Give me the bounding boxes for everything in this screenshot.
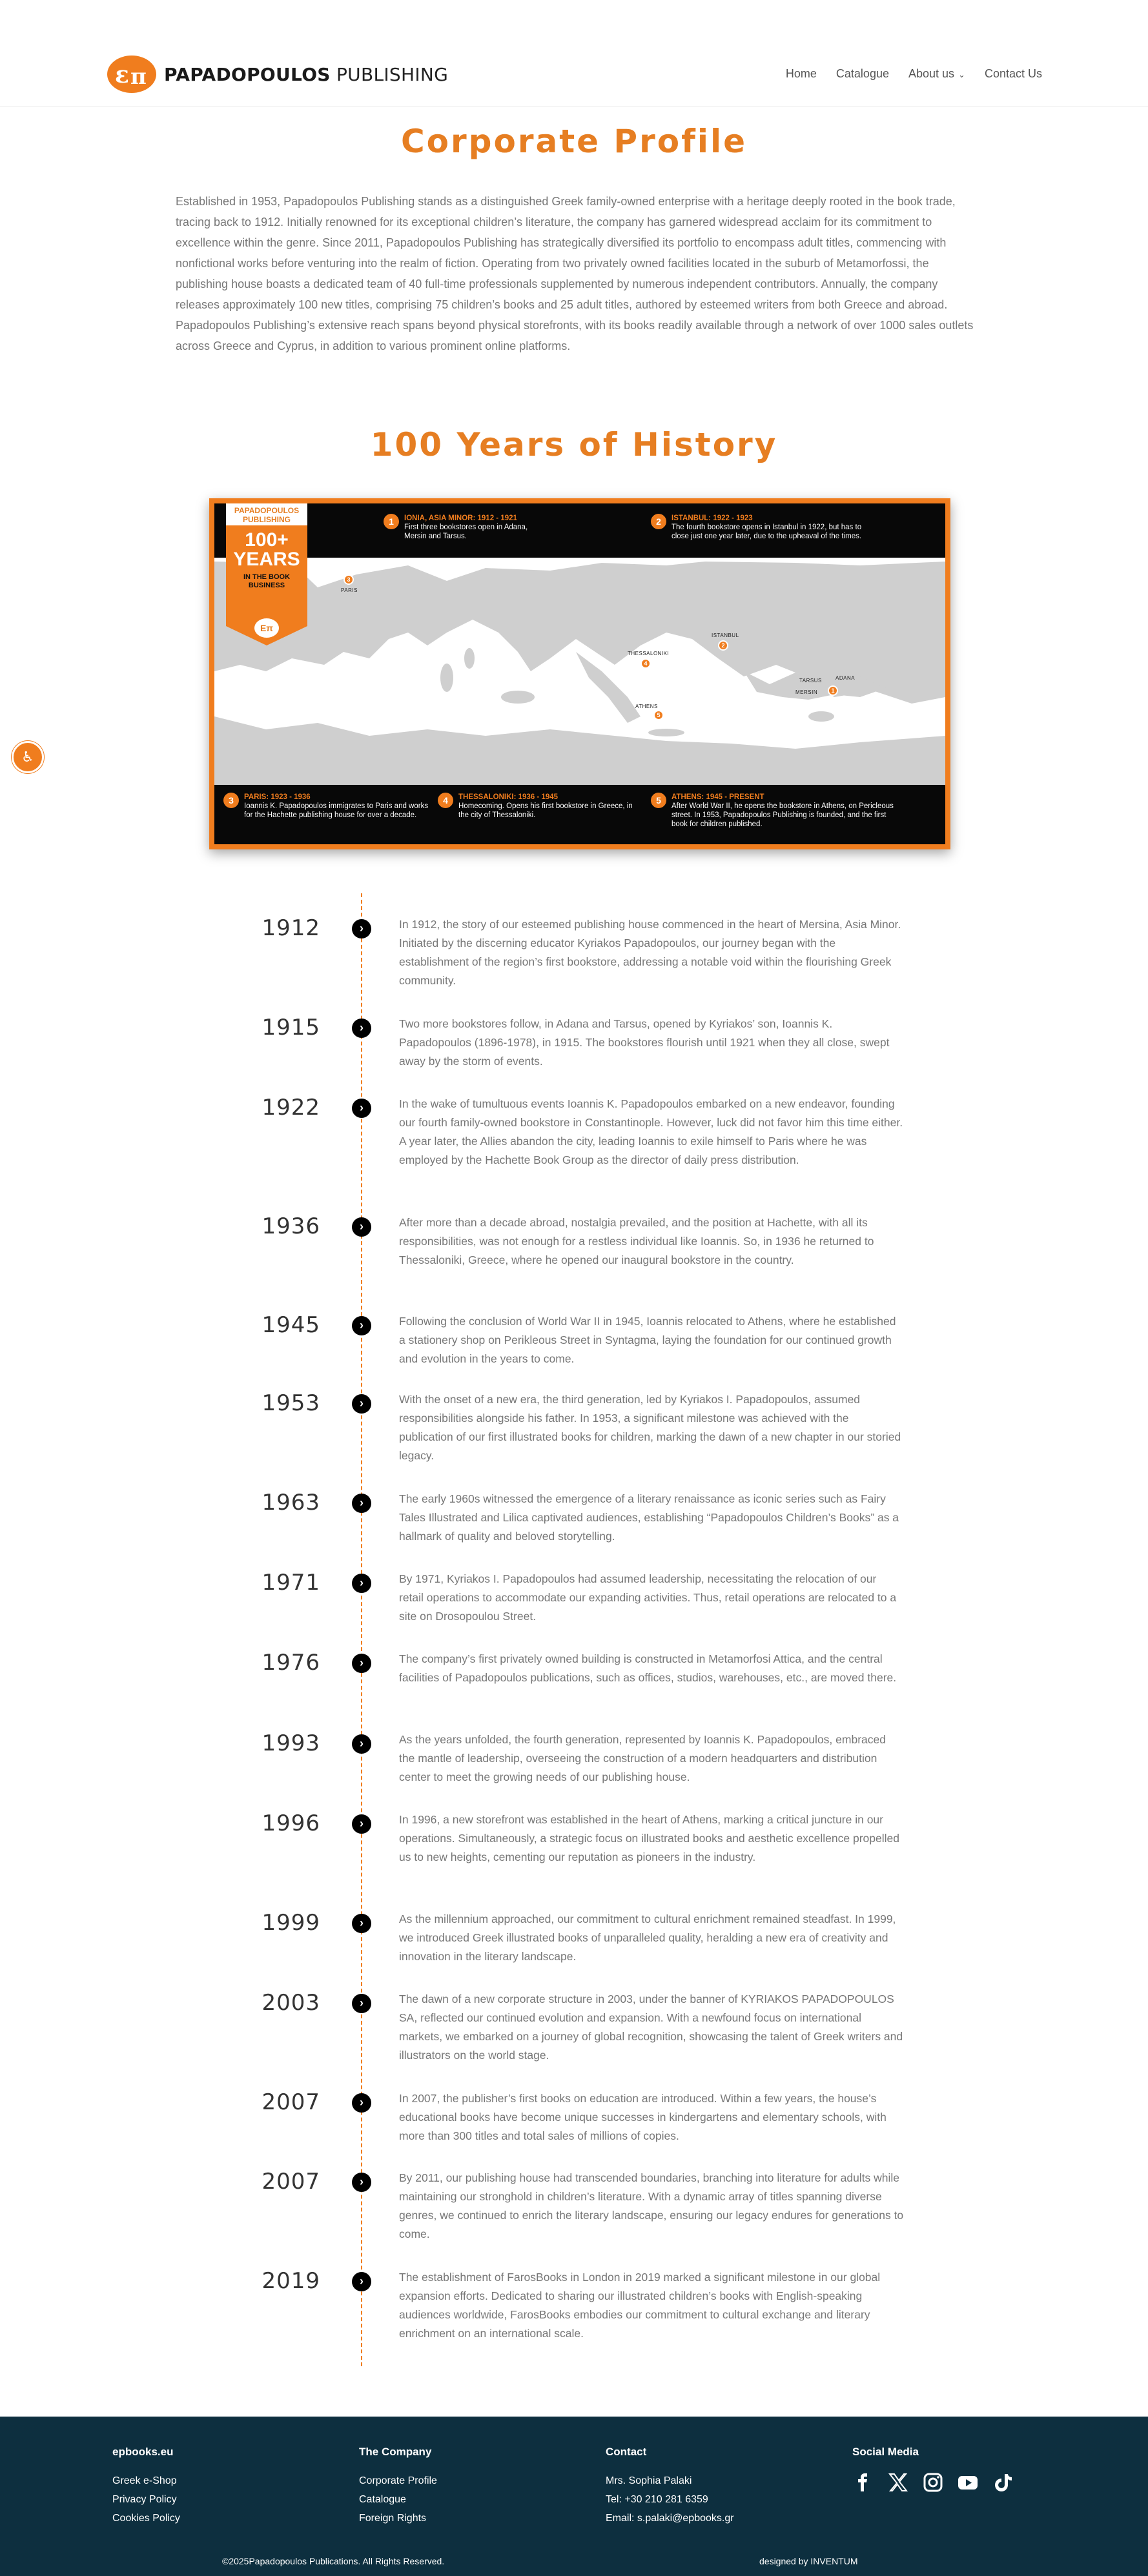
chevron-right-icon: › <box>352 2272 371 2291</box>
chevron-down-icon: ⌄ <box>958 70 965 79</box>
chevron-right-icon: › <box>352 1316 371 1335</box>
logo-text <box>164 64 448 85</box>
chevron-right-icon: › <box>352 1734 371 1754</box>
badge-header <box>226 503 307 525</box>
map-pin-asia-minor: 1 <box>828 685 838 696</box>
badge-header-line1: PAPADOPOULOS <box>234 506 300 515</box>
timeline-text: As the millennium approached, our commitment to cultural enrichment remained steadfast. In 1999, we introduced Greek illustrated books of unparalleled quality, heralding a new era of creativity and innovation in the literary landscape. <box>399 1912 896 1963</box>
caption-text-1: First three bookstores open in Adana, Mersin and Tarsus. <box>404 523 528 540</box>
timeline-year: 2007 <box>261 2089 320 2115</box>
x-icon[interactable] <box>887 2471 909 2493</box>
chevron-right-icon: › <box>352 1574 371 1593</box>
map-caption-1 <box>384 514 545 541</box>
timeline-year: 1996 <box>261 1810 320 1836</box>
chevron-right-icon: › <box>352 1654 371 1673</box>
timeline-year: 2007 <box>261 2169 320 2195</box>
timeline-year: 1953 <box>261 1390 320 1416</box>
main-nav <box>786 67 1042 81</box>
badge-header-line2: PUBLISHING <box>242 515 291 524</box>
map-caption-2 <box>651 514 864 541</box>
footer-contact-name: Mrs. Sophia Palaki <box>606 2475 692 2486</box>
badge-subtitle-line1: IN THE BOOK <box>243 573 291 581</box>
timeline-year: 1999 <box>261 1910 320 1936</box>
site-logo[interactable] <box>106 54 448 94</box>
page-title: Corporate Profile <box>400 123 748 160</box>
timeline-year: 1936 <box>261 1213 320 1239</box>
map-label-adana: ADANA <box>835 675 856 681</box>
badge-logo-icon: Επ <box>254 618 279 638</box>
timeline-year: 2019 <box>261 2268 320 2294</box>
timeline-text: Two more bookstores follow, in Adana and Tarsus, opened by Kyriakos’ son, Ioannis K. Papadopoulos (1896-1978), in 1915. The bookstores flourish until 1921 when they all close, swept away by the storm of events. <box>399 1017 890 1068</box>
footer-heading-contact: Contact <box>606 2446 647 2458</box>
chevron-right-icon: › <box>352 1494 371 1513</box>
map-pin-thessaloniki: 4 <box>641 658 651 669</box>
timeline-year: 1922 <box>261 1095 320 1121</box>
timeline-text: The dawn of a new corporate structure in 2003, under the banner of KYRIAKOS PAPADOPOULOS SA, reflected our continued evolution and expansion. With a newfound focus on international markets, we embarked on a journey of global recognition, showcasing the talent of Greek writers and illustrators on the world stage. <box>399 1993 903 2062</box>
caption-number-1: 1 <box>384 514 399 529</box>
chevron-right-icon: › <box>352 919 371 938</box>
footer-contact-phone[interactable]: Tel: +30 210 281 6359 <box>606 2494 708 2505</box>
caption-text-4: Homecoming. Opens his first bookstore in Greece, in the city of Thessaloniki. <box>458 802 633 819</box>
caption-title-5: ATHENS: 1945 - PRESENT <box>671 793 764 801</box>
footer-heading-company: The Company <box>359 2446 432 2458</box>
chevron-right-icon: › <box>352 2173 371 2192</box>
chevron-right-icon: › <box>352 1099 371 1118</box>
timeline-text: As the years unfolded, the fourth generation, represented by Ioannis K. Papadopoulos, embraced the mantle of leadership, overseeing the construction of a modern headquarters and distribution center to meet the growing needs of our publishing house. <box>399 1733 886 1783</box>
chevron-right-icon: › <box>352 1994 371 2013</box>
footer-contact-email[interactable]: Email: s.palaki@epbooks.gr <box>606 2513 734 2524</box>
profile-text: Established in 1953, Papadopoulos Publishing stands as a distinguished Greek family-owned enterprise with a heritage deeply rooted in the book trade, tracing back to 1912. Initially renowned for its exceptional children’s literature, the company has garnered widespread acclaim for its commitment to excellence within the genre. Since 2011, Papadopoulos Publishing has strategically diversified its portfolio to encompass adult titles, commencing with nonfictional works before venturing into the realm of fiction. Operating from two privately owned facilities located in the suburb of Metamorfossi, the publishing house boasts a dedicated team of 40 full-time professionals supplemented by numerous independent contributors. Annually, the company releases approximately 100 new titles, comprising 75 children’s books and 25 adult titles, authored by esteemed writers from both Greece and abroad. Papadopoulos Publishing’s extensive reach spans beyond physical storefronts, with its books readily available through a network of over 1000 sales outlets across Greece and Cyprus, in addition to various prominent online platforms. <box>176 195 974 352</box>
nav-catalogue[interactable]: Catalogue <box>835 67 889 80</box>
nav-contact-us[interactable]: Contact Us <box>984 67 1042 80</box>
map-label-istanbul: ISTANBUL <box>712 633 739 638</box>
caption-text-2: The fourth bookstore opens in Istanbul in 1922, but has to close just one year later, due to the upheaval of the times. <box>671 523 862 540</box>
badge-subtitle-line2: BUSINESS <box>248 582 285 589</box>
timeline-year: 1976 <box>261 1650 320 1676</box>
footer-heading-site: epbooks.eu <box>112 2446 174 2458</box>
nav-home[interactable]: Home <box>785 67 817 80</box>
map-caption-4 <box>438 793 644 820</box>
timeline-year: 1945 <box>261 1312 320 1338</box>
caption-title-4: THESSALONIKI: 1936 - 1945 <box>458 793 559 801</box>
caption-number-3: 3 <box>223 793 239 808</box>
caption-number-2: 2 <box>651 514 666 529</box>
logo-mark-icon <box>106 54 158 94</box>
logo-text-bold: PAPADOPOULOS <box>164 63 331 85</box>
history-title: 100 Years of History <box>370 426 778 463</box>
timeline-year: 1963 <box>261 1490 320 1516</box>
site-footer <box>0 2417 1148 2576</box>
map-caption-3 <box>223 793 436 820</box>
timeline-year: 1912 <box>261 915 320 941</box>
svg-text:π: π <box>130 64 147 90</box>
nav-about-us[interactable] <box>908 67 965 81</box>
years-badge <box>226 503 307 633</box>
svg-text:ε: ε <box>115 61 129 88</box>
caption-title-1: IONIA, ASIA MINOR: 1912 - 1921 <box>404 514 517 522</box>
history-map <box>209 498 950 849</box>
map-label-thessaloniki: THESSALONIKI <box>628 651 670 656</box>
footer-link-catalogue[interactable]: Catalogue <box>359 2494 406 2505</box>
timeline-year: 1971 <box>261 1570 320 1596</box>
site-header <box>0 0 1148 107</box>
footer-col-company <box>359 2442 437 2528</box>
nav-about-us-label: About us <box>908 67 955 80</box>
map-pin-istanbul: 2 <box>718 640 728 651</box>
timeline-text: By 1971, Kyriakos I. Papadopoulos had assumed leadership, necessitating the relocation of our retail operations to accommodate our expanding activities. Thus, retail operations are relocated to a site on Drosopoulou Street. <box>399 1572 897 1623</box>
timeline-text: After more than a decade abroad, nostalgia prevailed, and the position at Hachette, with all its responsibilities, was not enough for a restless individual like Ioannis. So, in 1936 he returned to Thessaloniki, Greece, where he opened our inaugural bookstore in the country. <box>399 1216 874 1266</box>
badge-years-line1: 100+ <box>245 529 289 551</box>
badge-subtitle <box>226 573 307 590</box>
badge-years <box>226 531 307 569</box>
tiktok-icon[interactable] <box>992 2471 1014 2493</box>
caption-text-5: After World War II, he opens the bookstore in Athens, on Pericleous street. In 1953, Papadopoulos Publishing is founded, and the first book for children published. <box>671 802 894 828</box>
footer-link-privacy[interactable]: Privacy Policy <box>112 2494 177 2505</box>
timeline-text: By 2011, our publishing house had transcended boundaries, branching into literature for adults while maintaining our stronghold in children’s literature. With a dynamic array of titles spanning diverse genres, we continued to enrich the literary landscape, ensuring our legacy endures for generations to come. <box>399 2171 904 2240</box>
caption-title-2: ISTANBUL: 1922 - 1923 <box>671 514 753 522</box>
chevron-right-icon: › <box>352 2093 371 2113</box>
timeline-text: The company’s first privately owned building is constructed in Metamorfosi Attica, and the central facilities of Papadopoulos publications, such as offices, studios, warehouses, etc., are moved there. <box>399 1652 897 1684</box>
chevron-right-icon: › <box>352 1217 371 1237</box>
map-label-paris: PARIS <box>341 587 358 593</box>
map-pin-paris: 3 <box>343 574 354 585</box>
badge-years-line2: YEARS <box>233 549 300 570</box>
footer-col-contact <box>606 2442 734 2528</box>
map-label-athens: ATHENS <box>635 704 658 709</box>
map-label-mersin: MERSIN <box>795 689 818 695</box>
footer-link-eshop[interactable]: Greek e-Shop <box>112 2475 177 2486</box>
logo-text-light: PUBLISHING <box>336 63 449 85</box>
facebook-icon[interactable] <box>852 2471 874 2493</box>
timeline-text: The establishment of FarosBooks in London in 2019 marked a significant milestone in our global expansion efforts. Dedicated to sharing our illustrated children’s books with English-speaking audiences worldwide, FarosBooks embodies our commitment to cultural exchange and literary enrichment on an international scale. <box>399 2271 881 2340</box>
footer-copyright: ©2025Papadopoulos Publications. All Rights Reserved. <box>222 2556 445 2566</box>
footer-link-foreign-rights[interactable]: Foreign Rights <box>359 2513 427 2524</box>
timeline-text: In the wake of tumultuous events Ioannis K. Papadopoulos embarked on a new endeavor, founding our fourth family-owned bookstore in Constantinople. However, luck did not favor him this time either. A year later, the Allies abandon the city, leading Ioannis to exile himself to Paris where he was employed by the Hachette Book Group as the director of daily press distribution. <box>399 1097 903 1166</box>
social-icons <box>852 2471 1014 2493</box>
footer-col-social <box>852 2442 1014 2493</box>
footer-designed-by[interactable]: designed by INVENTUM <box>759 2556 858 2566</box>
timeline-text: With the onset of a new era, the third generation, led by Kyriakos I. Papadopoulos, assumed responsibilities alongside his father. In 1953, a significant milestone was achieved with the publication of our first illustrated books for children, marking the dawn of a new chapter in our storied legacy. <box>399 1393 901 1462</box>
footer-link-profile[interactable]: Corporate Profile <box>359 2475 437 2486</box>
instagram-icon[interactable] <box>922 2471 944 2493</box>
caption-number-4: 4 <box>438 793 453 808</box>
accessibility-widget-icon[interactable]: ♿ <box>12 741 44 773</box>
chevron-right-icon: › <box>352 1914 371 1933</box>
chevron-right-icon: › <box>352 1814 371 1834</box>
caption-number-5: 5 <box>651 793 666 808</box>
map-caption-5 <box>651 793 896 829</box>
timeline-text: The early 1960s witnessed the emergence of a literary renaissance as iconic series such as Fairy Tales Illustrated and Lilica captivated audiences, establishing “Papadopoulos Children’s Books” as a hallmark of quality and beloved storytelling. <box>399 1492 899 1543</box>
timeline-year: 2003 <box>261 1990 320 2016</box>
map-pin-athens: 5 <box>653 710 664 720</box>
chevron-right-icon: › <box>352 1019 371 1038</box>
youtube-icon[interactable] <box>957 2471 979 2493</box>
footer-col-site <box>112 2442 180 2528</box>
timeline-year: 1993 <box>261 1730 320 1756</box>
timeline-text: In 1996, a new storefront was established in the heart of Athens, marking a critical juncture in our operations. Simultaneously, a strategic focus on illustrated books and aesthetic excellence propelled us to new heights, cementing our reputation as pioneers in the industry. <box>399 1813 899 1863</box>
timeline-text: Following the conclusion of World War II in 1945, Ioannis relocated to Athens, where he established a stationery shop on Perikleous Street in Syntagma, laying the foundation for our continued growth and evolution in the years to come. <box>399 1315 896 1365</box>
caption-text-3: Ioannis K. Papadopoulos immigrates to Paris and works for the Hachette publishing house for over a decade. <box>244 802 429 819</box>
footer-link-cookies[interactable]: Cookies Policy <box>112 2513 180 2524</box>
timeline-text: In 2007, the publisher’s first books on education are introduced. Within a few years, the house’s educational books have become unique successes in kindergartens and elementary schools, with more than 300 titles and total sales of millions of copies. <box>399 2092 887 2142</box>
caption-title-3: PARIS: 1923 - 1936 <box>244 793 311 801</box>
map-label-tarsus: TARSUS <box>799 678 822 684</box>
footer-heading-social: Social Media <box>852 2446 919 2458</box>
chevron-right-icon: › <box>352 1394 371 1414</box>
timeline-year: 1915 <box>261 1015 320 1040</box>
timeline-text: In 1912, the story of our esteemed publishing house commenced in the heart of Mersina, Asia Minor. Initiated by the discerning educator Kyriakos Papadopoulos, our journey began with the establishment of the region’s first bookstore, addressing a notable void within the flourishing Greek community. <box>399 918 901 987</box>
